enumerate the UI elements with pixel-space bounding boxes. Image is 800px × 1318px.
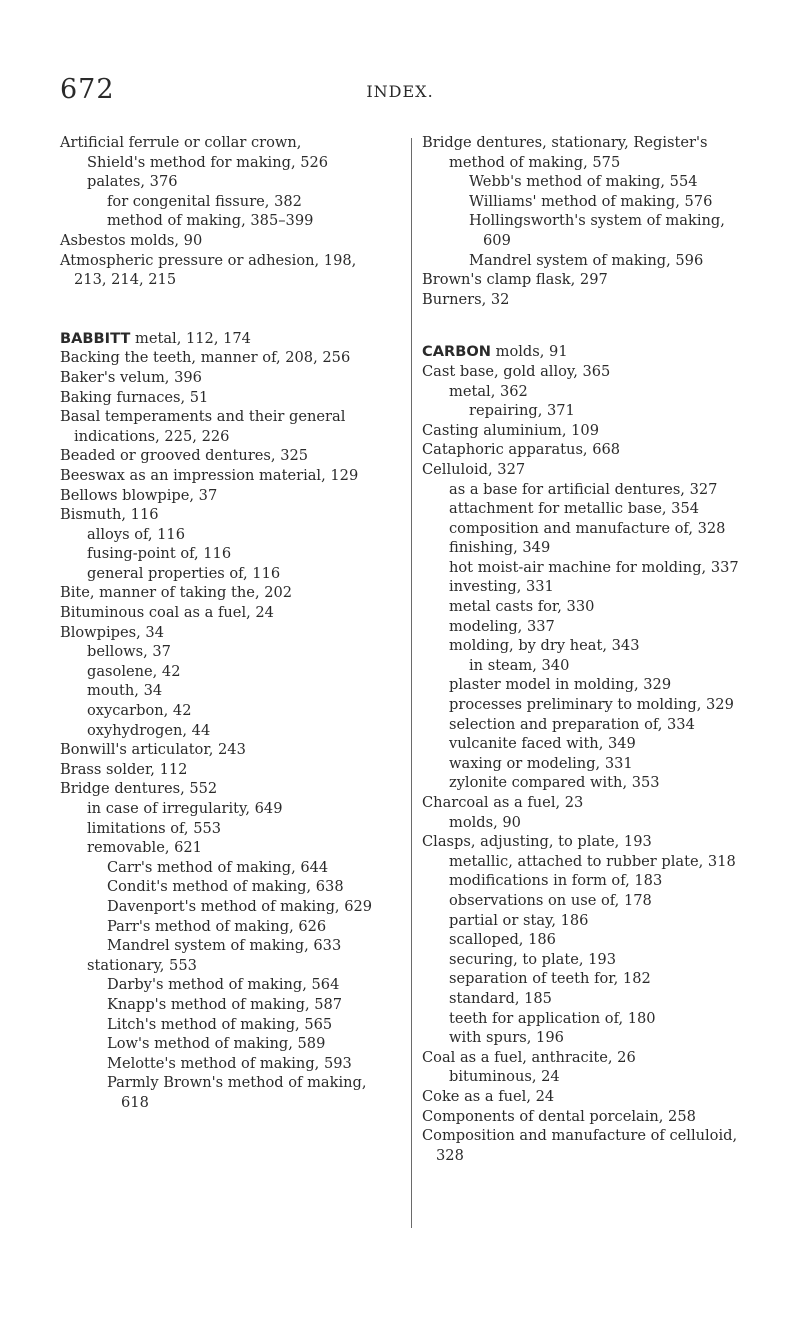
page-number: 672	[60, 74, 115, 105]
index-subentry	[449, 871, 754, 891]
entry-text: Brown's clamp flask, 297	[422, 271, 608, 289]
index-subentry	[449, 519, 754, 539]
index-column-right	[422, 133, 754, 1165]
entry-text: Knapp's method of making, 587	[107, 995, 343, 1013]
index-subentry	[107, 192, 392, 212]
entry-text: Charcoal as a fuel, 23	[422, 794, 584, 811]
index-subentry	[449, 480, 754, 500]
entry-text: Burners, 32	[422, 290, 510, 308]
entry-text: mouth, 34	[87, 682, 163, 700]
index-subentry	[107, 975, 392, 995]
entry-text: Webb's method of making, 554	[469, 173, 698, 191]
entry-text: Brass solder, 112	[60, 760, 188, 778]
entry-text: Celluloid, 327	[422, 460, 526, 478]
index-entry	[422, 133, 754, 153]
entry-text: metallic, attached to rubber plate, 318	[449, 852, 736, 870]
entry-text: molds, 91	[495, 343, 568, 361]
entry-text: as a base for artificial dentures, 327	[449, 480, 718, 498]
entry-text: bituminous, 24	[449, 1068, 560, 1086]
index-subentry	[449, 597, 754, 617]
index-entry	[422, 362, 754, 382]
index-subentry	[87, 701, 392, 721]
index-entry	[422, 1048, 754, 1068]
index-entry	[60, 407, 392, 446]
index-subentry	[87, 838, 392, 858]
entry-text: Darby's method of making, 564	[107, 976, 340, 994]
entry-text: molding, by dry heat, 343	[449, 637, 640, 655]
index-entry	[422, 1087, 754, 1107]
entry-text: Cast base, gold alloy, 365	[422, 362, 611, 380]
entry-text: fusing-point of, 116	[87, 545, 232, 563]
entry-text: repairing, 371	[469, 402, 575, 420]
entry-text: Parr's method of making, 626	[107, 917, 327, 935]
index-entry	[422, 460, 754, 480]
index-entry	[60, 388, 392, 408]
entry-text: Bridge dentures, stationary, Register's	[422, 134, 708, 151]
index-entry	[60, 329, 392, 349]
index-entry	[60, 760, 392, 780]
entry-text: Bite, manner of taking the, 202	[60, 584, 293, 602]
entry-text: Beeswax as an impression material, 129	[60, 466, 359, 484]
section-gap	[422, 309, 754, 342]
entry-text: selection and preparation of, 334	[449, 715, 695, 733]
index-entry	[60, 486, 392, 506]
entry-text: Composition and manufacture of celluloid, 328	[422, 1127, 738, 1164]
index-entry	[60, 583, 392, 603]
index-subentry	[449, 499, 754, 519]
entry-text: limitations of, 553	[87, 819, 222, 837]
index-entry	[60, 740, 392, 760]
index-subentry	[469, 192, 754, 212]
index-entry	[60, 466, 392, 486]
entry-text: Basal temperaments and their general indications, 225, 226	[60, 408, 346, 445]
index-subentry	[449, 852, 754, 872]
entry-text: Backing the teeth, manner of, 208, 256	[60, 349, 351, 367]
index-entry	[60, 133, 392, 153]
entry-text: Bituminous coal as a fuel, 24	[60, 604, 274, 622]
entry-text: Components of dental porcelain, 258	[422, 1107, 696, 1125]
entry-text: scalloped, 186	[449, 931, 556, 949]
index-subentry	[449, 734, 754, 754]
entry-text: plaster model in molding, 329	[449, 676, 672, 694]
index-subentry	[449, 969, 754, 989]
index-subentry	[449, 695, 754, 715]
entry-text: general properties of, 116	[87, 564, 281, 582]
index-subentry	[87, 153, 392, 173]
index-subentry	[107, 877, 392, 897]
index-subentry	[449, 950, 754, 970]
entry-text: Davenport's method of making, 629	[107, 897, 373, 915]
entry-text: Baking furnaces, 51	[60, 388, 209, 406]
entry-text: Atmospheric pressure or adhesion, 198, 213, 214, 215	[60, 251, 357, 289]
index-entry	[422, 342, 754, 362]
index-entry	[422, 1107, 754, 1127]
index-subentry	[87, 956, 392, 976]
index-entry	[422, 421, 754, 441]
entry-text: Condit's method of making, 638	[107, 878, 344, 896]
index-column-left	[60, 133, 392, 1113]
entry-text: Artificial ferrule or collar crown,	[60, 134, 302, 151]
entry-text: palates, 376	[87, 173, 178, 191]
entry-text: vulcanite faced with, 349	[449, 735, 636, 753]
entry-text: Coke as a fuel, 24	[422, 1087, 555, 1105]
index-subentry	[469, 172, 754, 192]
entry-text: Carr's method of making, 644	[107, 858, 329, 876]
index-subentry	[87, 799, 392, 819]
index-subentry	[469, 251, 754, 271]
index-subentry	[87, 544, 392, 564]
entry-text: Bellows blowpipe, 37	[60, 486, 218, 504]
entry-text: stationary, 553	[87, 956, 197, 974]
index-subentry	[449, 577, 754, 597]
entry-text: Litch's method of making, 565	[107, 1015, 333, 1033]
entry-text: metal, 362	[449, 382, 528, 400]
entry-text: gasolene, 42	[87, 662, 181, 680]
entry-text: investing, 331	[449, 578, 554, 596]
index-subentry	[107, 1073, 392, 1112]
entry-text: waxing or modeling, 331	[449, 754, 633, 772]
entry-text: standard, 185	[449, 989, 552, 1007]
index-subentry	[469, 401, 754, 421]
index-subentry	[449, 754, 754, 774]
index-subentry	[107, 936, 392, 956]
index-subentry	[469, 211, 754, 250]
entry-text: alloys of, 116	[87, 525, 185, 543]
index-subentry	[87, 564, 392, 584]
section-lead-word: BABBITT	[60, 329, 131, 347]
index-entry	[60, 603, 392, 623]
entry-text: hot moist-air machine for molding, 337	[449, 558, 739, 576]
index-subentry	[87, 172, 392, 192]
entry-text: modeling, 337	[449, 617, 555, 635]
index-subentry	[87, 721, 392, 741]
entry-text: method of making, 385–399	[107, 212, 314, 230]
section-gap	[60, 290, 392, 329]
entry-text: in steam, 340	[469, 656, 570, 674]
entry-text: metal, 112, 174	[134, 329, 251, 347]
index-entry	[422, 270, 754, 290]
index-subentry	[449, 989, 754, 1009]
entry-text: observations on use of, 178	[449, 891, 652, 909]
index-subentry	[449, 153, 754, 173]
index-entry	[60, 251, 392, 290]
index-subentry	[449, 1028, 754, 1048]
entry-text: metal casts for, 330	[449, 598, 595, 616]
entry-text: Coal as a fuel, anthracite, 26	[422, 1048, 636, 1066]
entry-text: separation of teeth for, 182	[449, 970, 651, 988]
entry-text: oxycarbon, 42	[87, 702, 192, 720]
index-subentry	[449, 1067, 754, 1087]
index-subentry	[469, 656, 754, 676]
index-subentry	[449, 930, 754, 950]
entry-text: securing, to plate, 193	[449, 950, 616, 968]
index-subentry	[449, 558, 754, 578]
entry-text: finishing, 349	[449, 539, 551, 557]
entry-text: Clasps, adjusting, to plate, 193	[422, 833, 652, 851]
index-subentry	[449, 617, 754, 637]
entry-text: with spurs, 196	[449, 1029, 564, 1047]
entry-text: Low's method of making, 589	[107, 1035, 326, 1053]
index-subentry	[449, 382, 754, 402]
index-entry	[422, 440, 754, 460]
index-subentry	[449, 538, 754, 558]
index-entry	[60, 231, 392, 251]
index-subentry	[449, 891, 754, 911]
index-entry	[60, 368, 392, 388]
index-subentry	[449, 636, 754, 656]
entry-text: in case of irregularity, 649	[87, 800, 283, 817]
entry-text: Mandrel system of making, 596	[469, 251, 704, 269]
entry-text: Asbestos molds, 90	[60, 231, 203, 249]
entry-text: Bonwill's articulator, 243	[60, 741, 246, 759]
entry-text: teeth for application of, 180	[449, 1009, 656, 1027]
section-lead-word: CARBON	[422, 343, 491, 361]
index-subentry	[87, 642, 392, 662]
entry-text: Shield's method for making, 526	[87, 153, 329, 171]
entry-text: Bismuth, 116	[60, 506, 159, 524]
entry-text: attachment for metallic base, 354	[449, 500, 700, 518]
entry-text: Bridge dentures, 552	[60, 780, 218, 798]
entry-text: Baker's velum, 396	[60, 368, 202, 386]
index-subentry	[87, 525, 392, 545]
entry-text: Melotte's method of making, 593	[107, 1054, 352, 1072]
entry-text: modifications in form of, 183	[449, 872, 663, 890]
index-subentry	[107, 917, 392, 937]
index-entry	[422, 1126, 754, 1165]
entry-text: composition and manufacture of, 328	[449, 519, 726, 537]
running-head: INDEX.	[366, 82, 434, 101]
column-divider	[411, 138, 412, 1228]
index-entry	[60, 779, 392, 799]
entry-text: molds, 90	[449, 813, 521, 831]
index-subentry	[449, 813, 754, 833]
index-subentry	[87, 819, 392, 839]
index-entry	[422, 793, 754, 813]
index-entry	[422, 832, 754, 852]
entry-text: bellows, 37	[87, 643, 171, 661]
entry-text: Williams' method of making, 576	[469, 192, 713, 210]
entry-text: partial or stay, 186	[449, 911, 589, 929]
index-subentry	[107, 995, 392, 1015]
page-header	[60, 74, 740, 114]
index-entry	[60, 623, 392, 643]
index-subentry	[107, 211, 392, 231]
entry-text: processes preliminary to molding, 329	[449, 696, 734, 714]
index-entry	[60, 446, 392, 466]
entry-text: zylonite compared with, 353	[449, 774, 660, 792]
index-entry	[60, 505, 392, 525]
index-subentry	[107, 858, 392, 878]
index-subentry	[107, 1034, 392, 1054]
entry-text: Parmly Brown's method of making, 618	[107, 1074, 367, 1111]
index-subentry	[107, 897, 392, 917]
entry-text: Hollingsworth's system of making, 609	[469, 212, 725, 249]
index-entry	[422, 290, 754, 310]
entry-text: Cataphoric apparatus, 668	[422, 441, 621, 459]
index-subentry	[449, 715, 754, 735]
entry-text: Casting aluminium, 109	[422, 421, 599, 439]
entry-text: Blowpipes, 34	[60, 623, 164, 641]
entry-text: Beaded or grooved dentures, 325	[60, 447, 309, 465]
entry-text: method of making, 575	[449, 153, 621, 171]
index-subentry	[107, 1015, 392, 1035]
entry-text: removable, 621	[87, 839, 202, 857]
index-subentry	[87, 662, 392, 682]
index-subentry	[449, 675, 754, 695]
index-subentry	[449, 911, 754, 931]
index-entry	[60, 348, 392, 368]
index-subentry	[87, 681, 392, 701]
entry-text: for congenital fissure, 382	[107, 192, 302, 210]
index-subentry	[107, 1054, 392, 1074]
entry-text: oxyhydrogen, 44	[87, 721, 211, 739]
entry-text: Mandrel system of making, 633	[107, 937, 342, 955]
index-subentry	[449, 1009, 754, 1029]
index-subentry	[449, 773, 754, 793]
